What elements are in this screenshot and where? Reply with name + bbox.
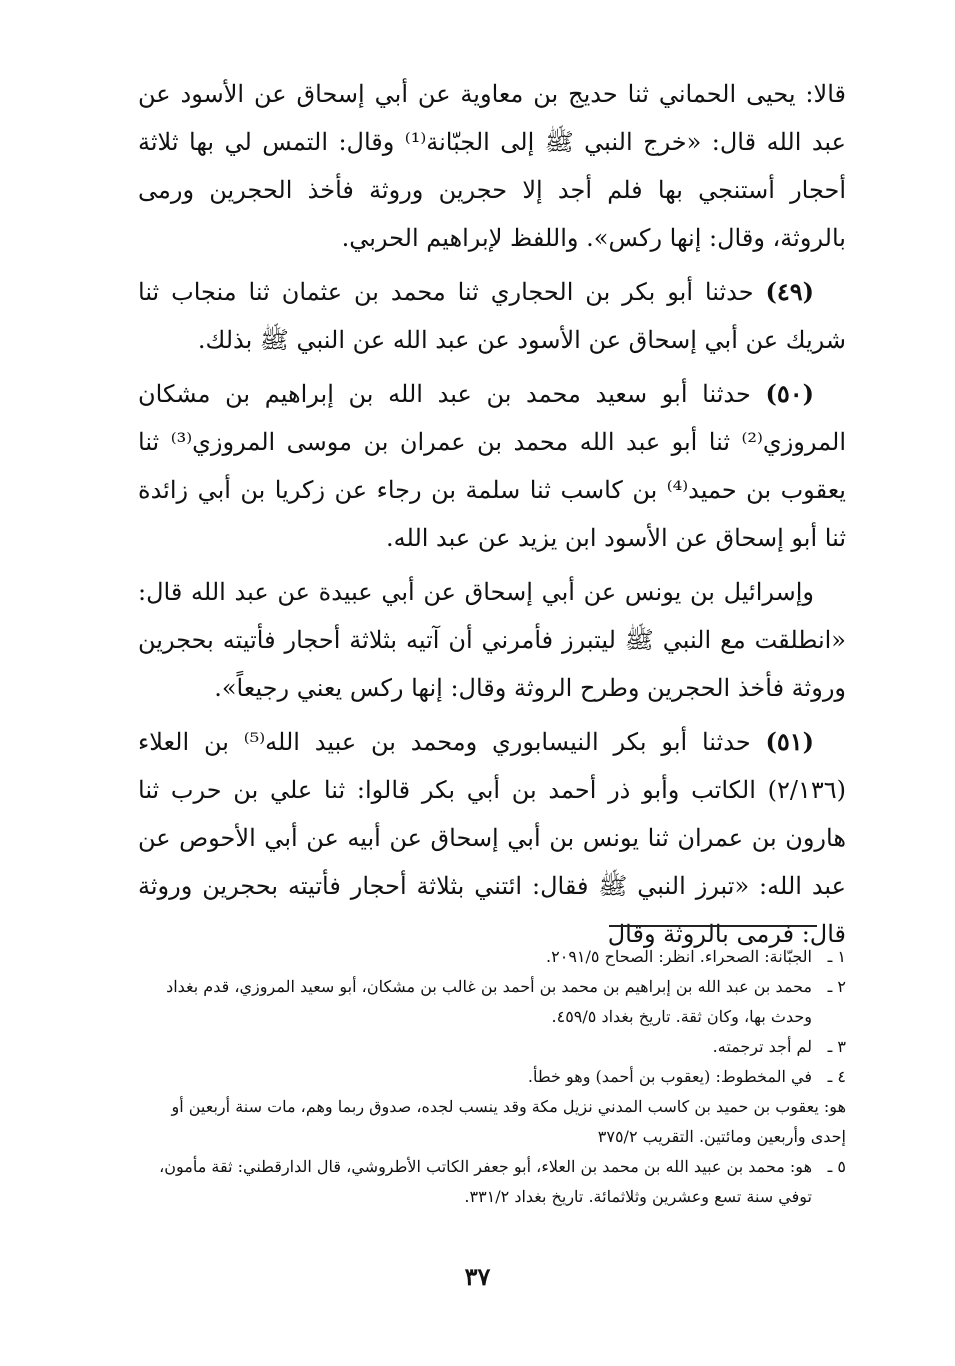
footnote-line: لم أجد ترجمته. [712, 1037, 812, 1056]
line: ثنا أبو عبد الله محمد بن عمران بن موسى المروزي⁽³⁾ ثنا يعقوب بن حميد⁽⁴⁾ بن [138, 428, 846, 504]
footnote-marker: ٢ ـ [827, 977, 846, 996]
line: ابن يزيد عن عبد الله. [386, 524, 597, 552]
footnote-line: في المخطوط: (يعقوب بن أحمد) وهو خطأ. [527, 1067, 812, 1086]
hadith-49 [138, 268, 846, 364]
hadith-51 [138, 718, 846, 958]
footnote-marker: ٥ ـ [827, 1157, 846, 1176]
line: كاسب ثنا سلمة بن رجاء عن زكريا بن أبي زائدة ثنا أبو إسحاق عن الأسود [138, 476, 846, 552]
line: حدثنا أبو بكر النيسابوري ومحمد بن عبيد الله⁽⁵⁾ بن العلاء [138, 728, 751, 756]
line: قال: «خرج النبي ﷺ إلى الجبّانة⁽¹⁾ وقال: التمس لي بها ثلاثة أحجار أستنجي بها [138, 128, 846, 204]
footnote-line: وحدث بها، وكان ثقة. تاريخ بغداد ٤٥٩/٥. [551, 1007, 812, 1026]
paragraph-1 [138, 70, 846, 262]
line: بن عمران ثنا يونس بن أبي إسحاق عن أبيه عن أبي الأحوص عن عبد الله: «تبرز [138, 824, 846, 900]
footnote-line: هو: يعقوب بن حميد بن كاسب المدني نزيل مكة وقد ينسب لجده، صدوق ربما وهم، مات سنة [235, 1097, 846, 1116]
footnote-line: توفي سنة تسع وعشرين وثلاثمائة. تاريخ بغداد ٣٣١/٢. [464, 1187, 812, 1206]
line: الحجرين وطرح الروثة وقال: إنها ركس يعني رجيعاً». [214, 674, 731, 702]
hadith-number: (٤٩) [765, 277, 814, 306]
footnote-4-continuation [138, 1092, 846, 1152]
footnote-line: هو: محمد بن عبيد الله بن محمد بن العلاء، أبو جعفر الكاتب الأطروشي، قال الدارقطني: ثقة مأمون، [159, 1157, 812, 1176]
line: حدثنا أبو بكر بن الحجاري ثنا محمد بن عثمان ثنا منجاب ثنا شريك [138, 278, 846, 354]
hadith-50 [138, 370, 846, 562]
footnote-divider [609, 925, 817, 927]
footnote-line: محمد بن عبد الله بن إبراهيم بن محمد بن أحمد بن غالب بن مشكان، أبو سعيد المروزي، قدم بغداد [166, 977, 812, 996]
footnote-line: الجبّانة: الصحراء. انظر: الصحاح ٢٠٩١/٥. [546, 947, 812, 966]
footnote-3 [138, 1032, 846, 1062]
footnote-1 [138, 942, 846, 972]
line: حدثنا أبو سعيد محمد بن عبد الله بن إبراهيم بن مشكان المروزي⁽²⁾ [138, 380, 846, 456]
line: (٢/١٣٦) الكاتب وأبو ذر أحمد بن أبي بكر قالوا: ثنا علي بن حرب ثنا هارون [138, 776, 846, 852]
line: النبي ﷺ فقال: ائتني بثلاثة أحجار فأتيته بحجرين وروثة قال: فرمى بالروثة وقال [138, 872, 846, 948]
footnote-marker: ٣ ـ [827, 1037, 846, 1056]
footnote-line: أربعين أو إحدى وأربعين ومائتين. التقريب ٣٧٥/٢ [171, 1097, 846, 1146]
footnote-4 [138, 1062, 846, 1092]
footnote-2 [138, 972, 846, 1032]
footnote-text [138, 972, 812, 1032]
main-text [138, 70, 846, 964]
footnote-marker: ٤ ـ [827, 1067, 846, 1086]
footnote-text [138, 942, 812, 972]
line: عن أبي إسحاق عن الأسود عن عبد الله عن النبي ﷺ بذلك. [197, 326, 779, 354]
line: فلم أجد إلا حجرين وروثة فأخذ الحجرين ورمى بالروثة، وقال: إنها ركس». [138, 176, 846, 252]
footnote-text [138, 1032, 812, 1062]
footnotes [138, 942, 846, 1212]
hadith-number: (٥١) [765, 727, 814, 756]
line: قالا: يحيى الحماني ثنا حديج بن معاوية عن أبي إسحاق عن الأسود عن عبد الله [138, 80, 846, 156]
footnote-5 [138, 1152, 846, 1212]
line: مع النبي ﷺ ليتبرز فأمرني أن آتيه بثلاثة أحجار فأتيته بحجرين وروثة فأخذ [138, 626, 846, 702]
footnote-marker: ١ ـ [827, 947, 846, 966]
line: وإسرائيل بن يونس عن أبي إسحاق عن أبي عبيدة عن عبد الله قال: «انطلقت [138, 578, 846, 654]
footnote-text [138, 1062, 812, 1092]
line: واللفظ لإبراهيم الحربي. [341, 224, 579, 252]
footnote-text [138, 1152, 812, 1212]
paragraph-israil [138, 568, 846, 712]
page-number: ٣٧ [464, 1262, 491, 1291]
hadith-number: (٥٠) [765, 379, 814, 408]
